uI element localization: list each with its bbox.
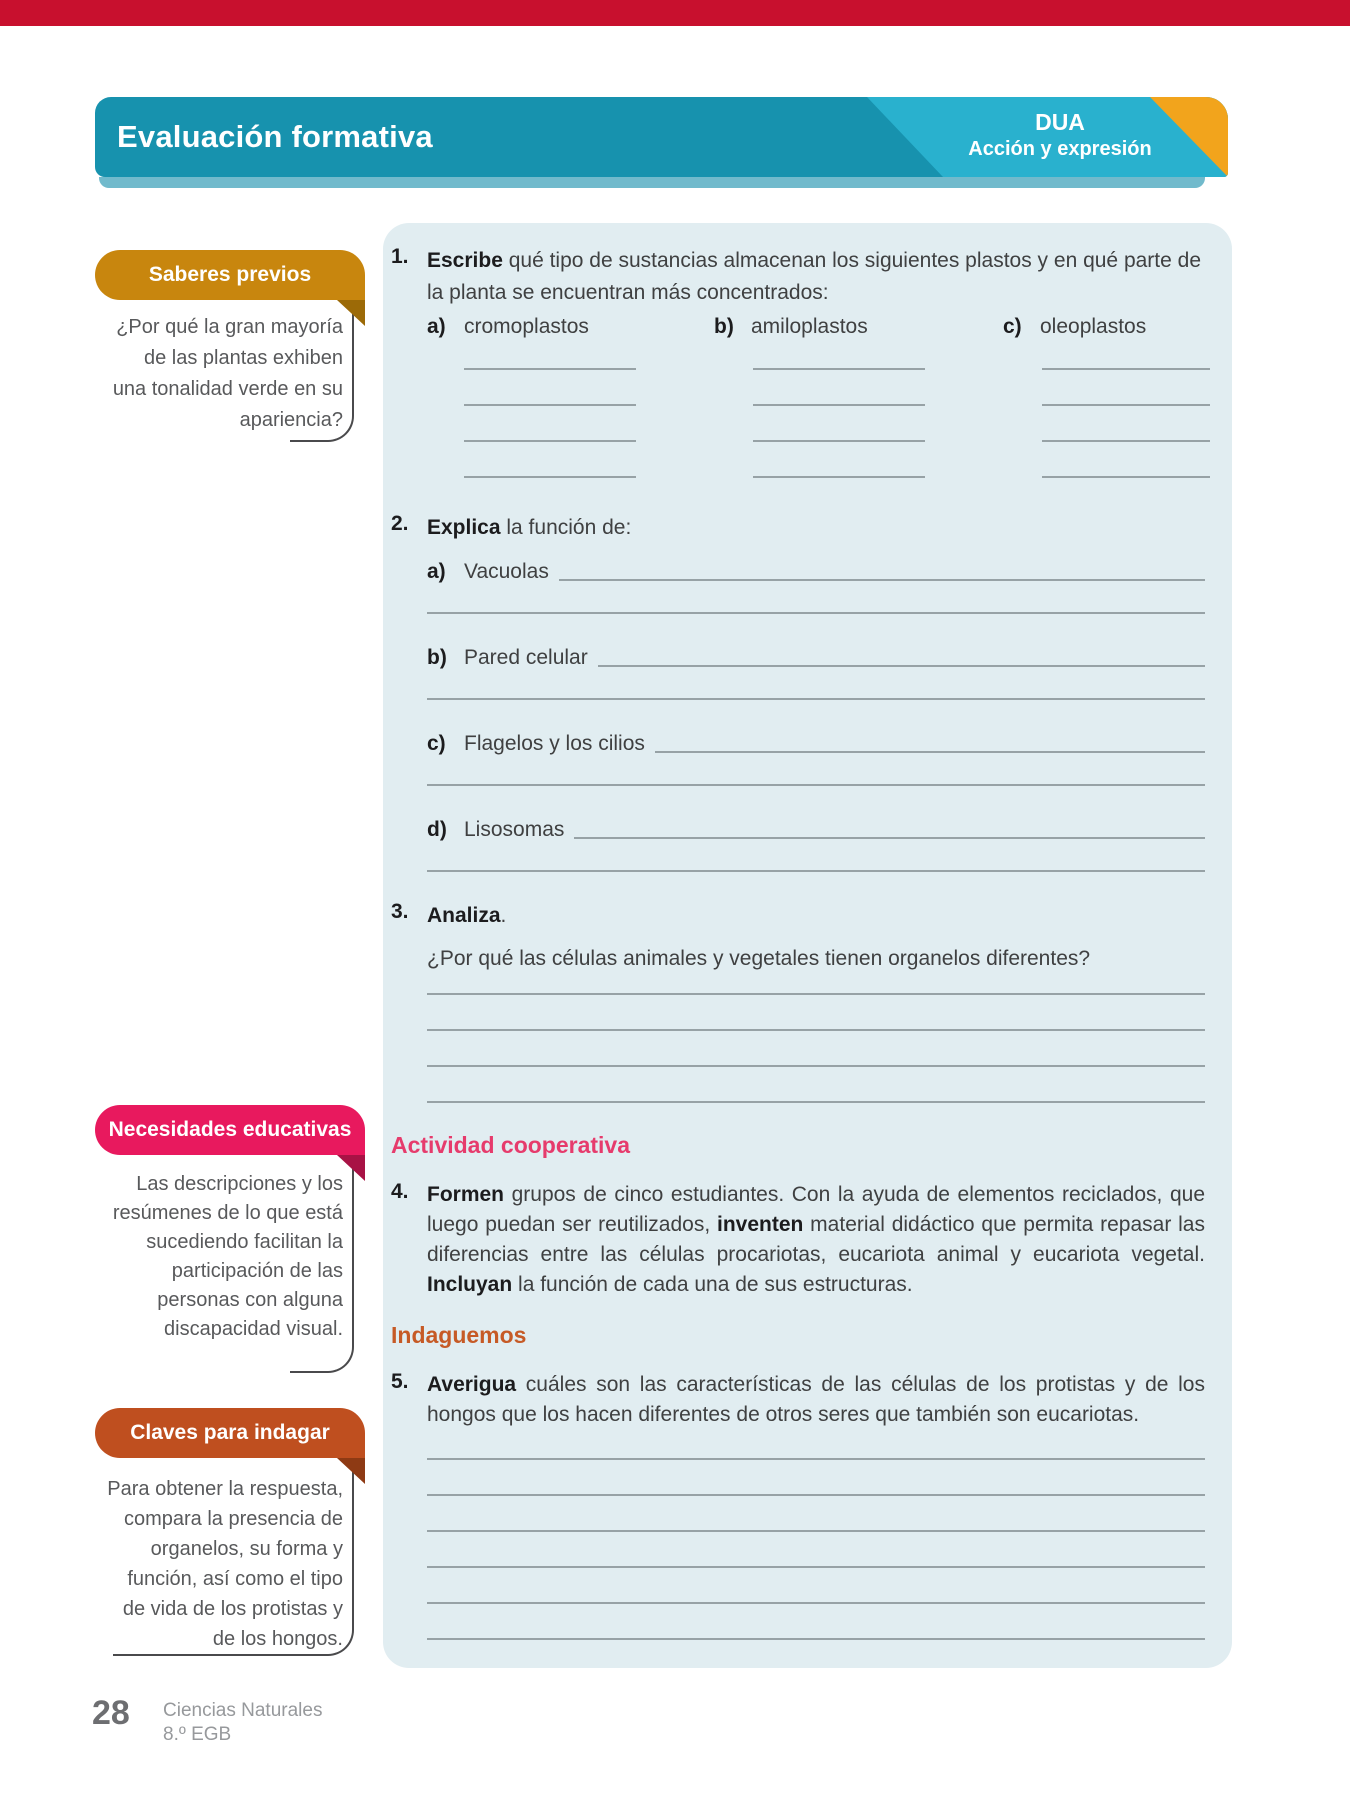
- answer-line: [1042, 404, 1210, 406]
- note-text: ¿Por qué la gran mayoría de las plantas exhiben una tonalidad verde en su apariencia?: [112, 316, 343, 431]
- answer-line: [464, 404, 636, 406]
- note-text: Las descripciones y los resúmenes de lo que está sucediendo facilitan la participación de las personas con alguna discapacidad visual.: [112, 1173, 343, 1340]
- q2-item-c: [427, 732, 1205, 756]
- sidebar-note-necesidades-educativas: Necesidades educativas: [95, 1105, 365, 1155]
- answer-line: [427, 784, 1205, 786]
- q1-option-c: [1003, 315, 1146, 339]
- question-number: 3.: [391, 900, 409, 923]
- dua-badge-subtitle: Acción y expresión: [968, 138, 1152, 160]
- header-shadow: [99, 177, 1205, 188]
- question-number: 2.: [391, 512, 409, 535]
- question-text: Averigua cuáles son las características de las células de los protistas y de los hongos que los hacen diferentes de otros seres que también son eucariotas.: [427, 1373, 1205, 1426]
- answer-line: [559, 560, 1205, 581]
- answer-line: [464, 368, 636, 370]
- answer-line: [427, 1602, 1205, 1604]
- answer-line: [574, 818, 1205, 839]
- option-label: b): [427, 646, 447, 669]
- option-label: c): [1003, 315, 1022, 338]
- dua-badge: [950, 107, 1170, 161]
- dua-badge-title: DUA: [1035, 109, 1085, 135]
- inquiry-heading: Indaguemos: [391, 1322, 527, 1348]
- q1-options-row: [383, 315, 1232, 345]
- top-edge-bar: [0, 0, 1350, 26]
- answer-line: [753, 476, 925, 478]
- q1-option-a: [427, 315, 589, 339]
- answer-line: [427, 993, 1205, 995]
- option-name: Lisosomas: [464, 818, 565, 841]
- option-label: b): [714, 315, 734, 338]
- answer-line: [427, 1065, 1205, 1067]
- cooperative-activity-heading: Actividad cooperativa: [391, 1132, 631, 1158]
- answer-line: [427, 1101, 1205, 1103]
- option-label: a): [427, 315, 446, 338]
- answer-line: [598, 646, 1205, 667]
- sidebar-note-saberes-previos: Saberes previos: [95, 250, 365, 300]
- note-text: Para obtener la respuesta, compara la presencia de organelos, su forma y función, así como el tipo de vida de los protistas y de los hongos.: [107, 1478, 343, 1650]
- answer-line: [1042, 476, 1210, 478]
- answer-line: [655, 732, 1205, 753]
- course-label: Ciencias Naturales 8.º EGB: [163, 1700, 323, 1745]
- q3-prompt: ¿Por qué las células animales y vegetales tienen organelos diferentes?: [427, 947, 1091, 970]
- question-number: 4.: [391, 1180, 409, 1203]
- answer-line: [427, 1494, 1205, 1496]
- answer-line: [753, 440, 925, 442]
- option-name: oleoplastos: [1040, 315, 1147, 338]
- answer-line: [427, 1029, 1205, 1031]
- question-text: Analiza.: [427, 904, 507, 927]
- answer-line: [1042, 440, 1210, 442]
- question-number: 5.: [391, 1370, 409, 1393]
- q1-option-b: [714, 315, 868, 339]
- answer-line: [464, 476, 636, 478]
- option-label: d): [427, 818, 447, 841]
- answer-line: [427, 612, 1205, 614]
- answer-line: [753, 404, 925, 406]
- question-text: Explica la función de:: [427, 516, 632, 539]
- option-label: a): [427, 560, 446, 583]
- answer-line: [1042, 368, 1210, 370]
- option-name: amiloplastos: [751, 315, 868, 338]
- answer-line: [427, 1638, 1205, 1640]
- option-label: c): [427, 732, 446, 755]
- option-name: Vacuolas: [464, 560, 549, 583]
- q2-item-d: [427, 818, 1205, 842]
- question-text: Formen grupos de cinco estudiantes. Con la ayuda de elementos reciclados, que luego puedan ser reutilizados, inventen material didáctico que permita repasar las diferencias entre las células procariotas, eucariota animal y eucariota vegetal. Incluyan la función de cada una de sus estructuras.: [427, 1183, 1205, 1296]
- option-name: Flagelos y los cilios: [464, 732, 645, 755]
- q2-item-b: [427, 646, 1205, 670]
- answer-line: [427, 1530, 1205, 1532]
- sidebar-note-claves-para-indagar: Claves para indagar: [95, 1408, 365, 1458]
- option-name: cromoplastos: [464, 315, 589, 338]
- question-text: Escribe qué tipo de sustancias almacenan los siguientes plastos y en qué parte de la planta se encuentran más concentrados:: [427, 249, 1202, 304]
- q2-item-a: [427, 560, 1205, 584]
- answer-line: [427, 1566, 1205, 1568]
- answer-line: [427, 870, 1205, 872]
- answer-line: [753, 368, 925, 370]
- answer-line: [464, 440, 636, 442]
- page-title: Evaluación formativa: [117, 119, 433, 154]
- question-number: 1.: [391, 245, 409, 268]
- page-number: 28: [92, 1694, 130, 1732]
- worksheet-panel: [383, 223, 1232, 1668]
- page-header: [95, 97, 1228, 177]
- option-name: Pared celular: [464, 646, 588, 669]
- answer-line: [427, 698, 1205, 700]
- answer-line: [427, 1458, 1205, 1460]
